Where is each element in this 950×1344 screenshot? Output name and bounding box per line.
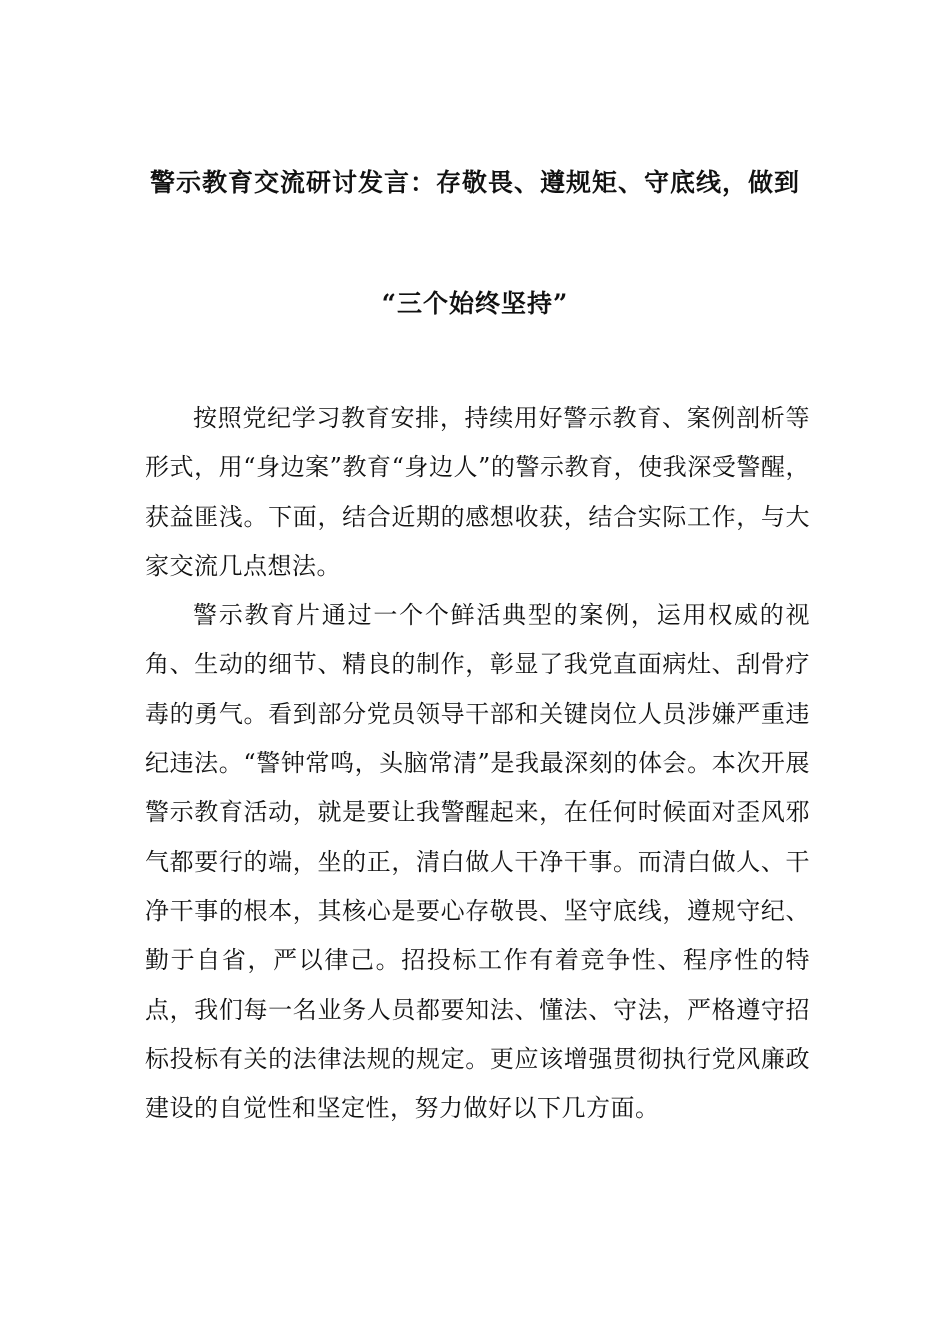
paragraph-2: 警示教育片通过一个个鲜活典型的案例，运用权威的视角、生动的细节、精良的制作，彰显了我党直面病灶、刮骨疗毒的勇气。看到部分党员领导干部和关键岗位人员涉嫌严重违纪违法。“警钟常鸣，头脑常清”是我最深刻的体会。本次开展警示教育活动，就是要让我警醒起来，在任何时候面对歪风邪气都要行的端，坐的正，清白做人干净干事。而清白做人、干净干事的根本，其核心是要心存敬畏、坚守底线，遵规守纪、勤于自省，严以律己。招投标工作有着竞争性、程序性的特点，我们每一名业务人员都要知法、懂法、守法，严格遵守招标投标有关的法律法规的规定。更应该增强贯彻执行党风廉政建设的自觉性和坚定性，努力做好以下几方面。: [145, 601, 810, 1123]
paragraph-1: 按照党纪学习教育安排，持续用好警示教育、案例剖析等形式，用“身边案”教育“身边人”的警示教育，使我深受警醒，获益匪浅。下面，结合近期的感想收获，结合实际工作，与大家交流几点想法。: [145, 404, 810, 580]
document-body: [145, 394, 810, 1133]
document-title-line-1: 警示教育交流研讨发言：存敬畏、遵规矩、守底线，做到: [149, 168, 800, 197]
document-title-line-2: “三个始终坚持”: [381, 289, 569, 318]
